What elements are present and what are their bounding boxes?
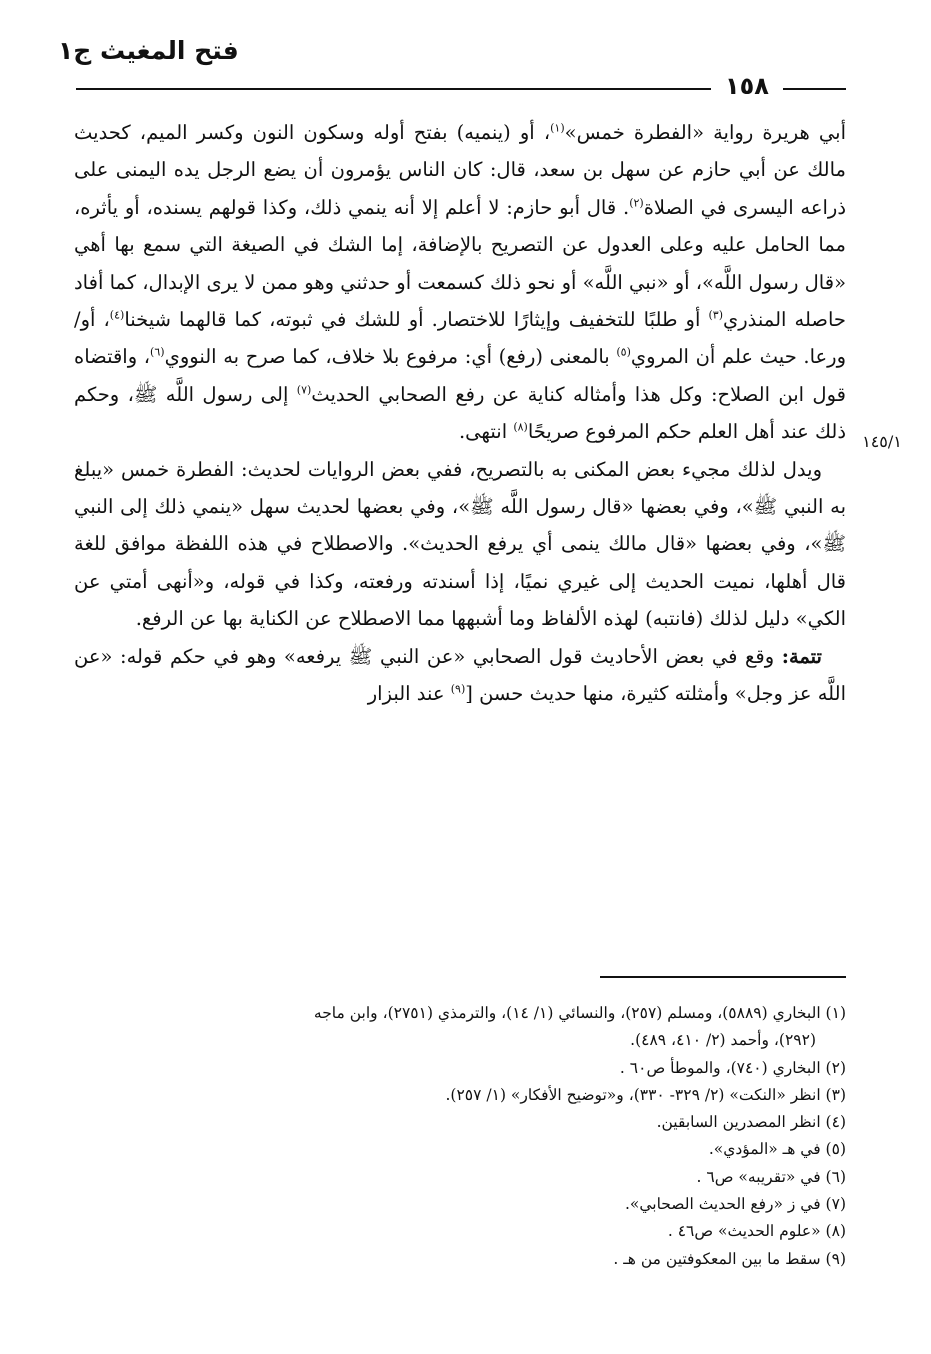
footnote-ref-8: (٨) (513, 420, 528, 434)
running-title: فتح المغيث ج١ (58, 36, 239, 65)
footnote-ref-1: (١) (550, 121, 565, 135)
footnote-ref-4: (٤) (109, 308, 125, 322)
paragraph-3 (74, 638, 846, 713)
footnote-separator (600, 976, 846, 978)
footnote-7: (٧) في ز «رفع الحديث الصحابي». (624, 1195, 846, 1214)
text-run: إلى رسول اللَّه ﷺ، وحكم ذلك عند أهل العلم حكم المرفوع صريحًا (74, 382, 846, 444)
footnote-1: (١) البخاري (٥٨٨٩)، ومسلم (٢٥٧)، والنسائي (١/ ١٤)، والترمذي (٢٧٥١)، وابن ماجه (313, 1004, 846, 1022)
footnote-3: (٣) انظر «النكت» (٢/ ٣٢٩- ٣٣٠)، و«توضيح الأفكار» (١/ ٢٥٧). (445, 1085, 846, 1104)
footnote-ref-7: (٧) (296, 383, 312, 397)
text-run: بالمعنى (رفع) أي: مرفوع بلا خلاف، كما صرح به النووي (164, 345, 617, 369)
footnote-4: (٤) انظر المصدرين السابقين. (656, 1113, 846, 1132)
footnote-8: (٨) «علوم الحديث» ص٤٦ . (667, 1222, 846, 1241)
footnote-ref-2: (٢) (629, 196, 644, 210)
text-run: ، واقتضاه قول ابن الصلاح: وكل هذا وأمثاله كناية عن رفع الصحابي الحديث (74, 345, 846, 406)
text-run: أبي هريرة رواية «الفطرة خمس» (564, 121, 846, 144)
text-run: أو طلبًا للتخفيف وإيثارًا للاختصار. أو للشك في ثبوته، كما قالهما شيخنا (124, 308, 709, 332)
text-run: وقع في بعض الأحاديث قول الصحابي «عن النبي ﷺ يرفعه» وهو في حكم قوله: «عن اللَّه عز وجل» وأمثلته كثيرة، منها حديث حسن [ (74, 644, 846, 706)
footnote-1-continued: (٢٩٢)، وأحمد (٢/ ٤١٠، ٤٨٩). (630, 1031, 816, 1050)
text-run: ، أو (ينميه) بفتح أوله وسكون النون وكسر الميم، كحديث مالك عن أبي حازم عن سهل بن سعد، قال: كان الناس يؤمرون أن يضع الرجل يده اليمنى على ذراعه اليسرى في الصلاة (74, 121, 847, 219)
text-run: انتهى. (458, 420, 514, 444)
footnote-5: (٥) في هـ «المؤدي». (708, 1140, 846, 1159)
page-number: ١٥٨ (711, 72, 783, 100)
text-run: ، أو/ ورعا. حيث علم أن المروي (74, 308, 846, 369)
main-text (74, 114, 846, 713)
text-run: عند البزار (367, 682, 451, 706)
footnote-ref-5: (٥) (616, 345, 631, 359)
footnote-6: (٦) في «تقريبه» ص٦ . (696, 1167, 846, 1186)
text-run: . قال أبو حازم: لا أعلم إلا أنه ينمي ذلك، وكذا قولهم يسنده، أو يأثره، مما الحامل عليه وعلى العدول عن التصريح بالإضافة، إما الشك في الصيغة التي سمع بها أهي «قال رسول اللَّه»، أو «نبي اللَّه» أو نحو ذلك كسمعت أو حدثني وهو ممن لا يرى الإبدال، كما أفاد حاصله المنذري (74, 195, 846, 332)
footnote-ref-3: (٣) (708, 308, 723, 322)
footnote-ref-9: (٩) (450, 682, 466, 696)
paragraph-2: ويدل لذلك مجيء بعض المكنى به بالتصريح، ففي بعض الروايات لحديث: الفطرة خمس «يبلغ به النبي ﷺ»، وفي بعضها «قال رسول اللَّه ﷺ»، وفي بعضها لحديث سهل «ينمي ذلك إلى النبي ﷺ»، وفي بعضها «قال مالك ينمى أي يرفع الحديث». والاصطلاح في هذه اللفظة موافق للغة قال أهلها، نميت الحديث إلى غيري نميًا، إذا أسندته ورفعته، وكذا في قوله، و«أنهى أمتي عن الكي» دليل لذلك (فانتبه) لهذه الألفاظ وما أشبهها مما الاصطلاح عن الكناية بها عن الرفع. (74, 457, 846, 631)
footnote-2: (٢) البخاري (٧٤٠)، والموطأ ص٦٠ . (619, 1058, 846, 1077)
section-lead: تتمة: (781, 644, 822, 668)
footnote-ref-6: (٦) (150, 345, 165, 359)
footnotes (74, 1000, 846, 1273)
paragraph-1 (74, 114, 846, 451)
margin-reference: ١٤٥/١ (862, 432, 902, 451)
footnote-9: (٩) سقط ما بين المعكوفتين من هـ . (613, 1249, 846, 1268)
